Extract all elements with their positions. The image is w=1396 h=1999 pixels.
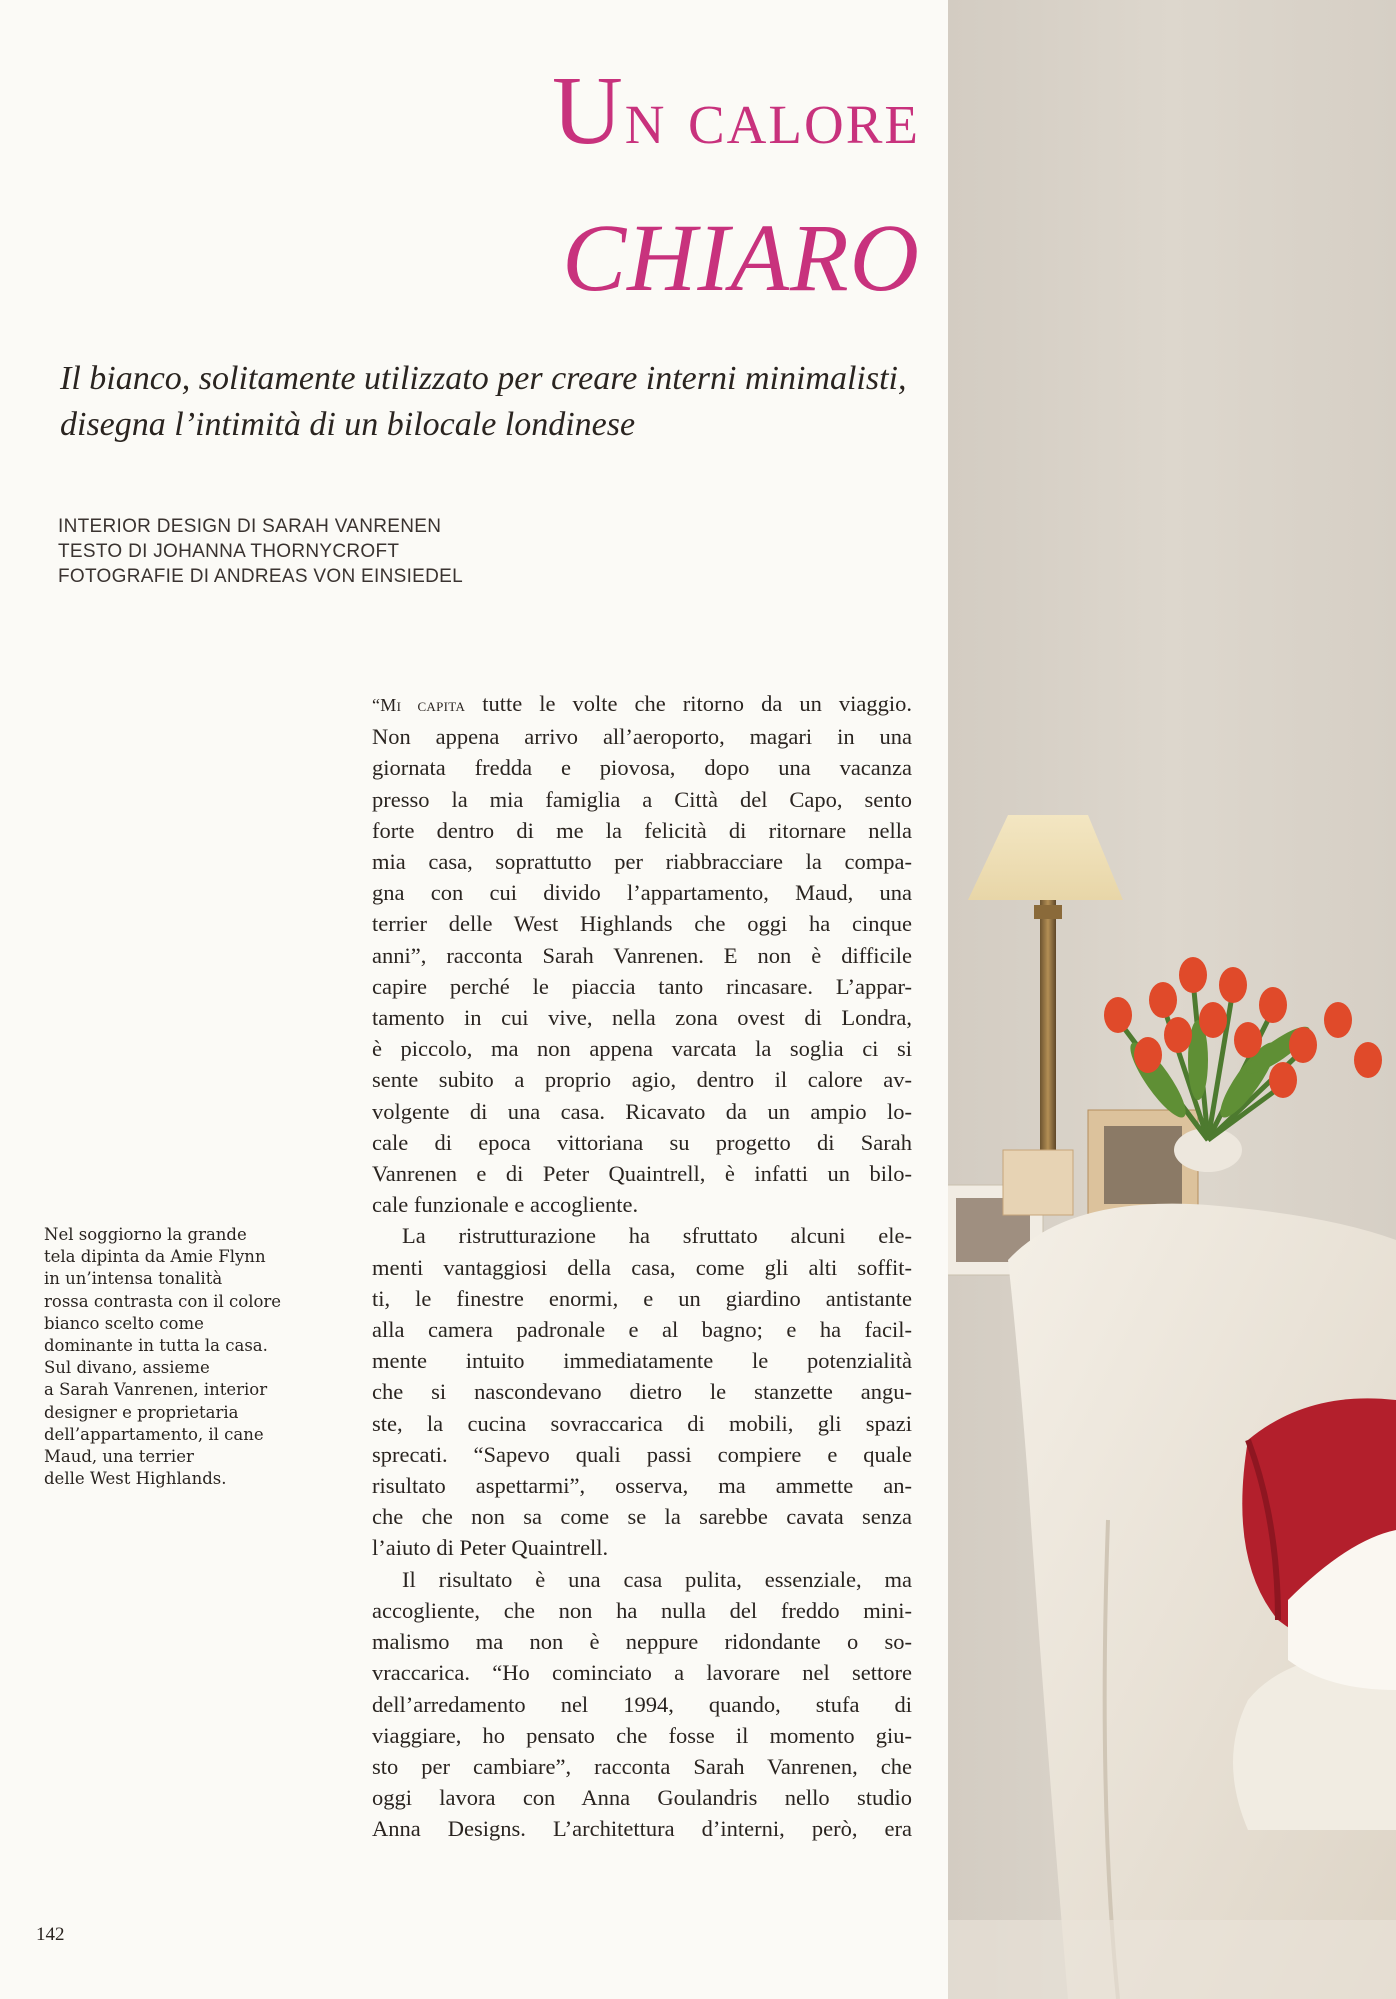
interior-photo-illustration — [948, 0, 1396, 1999]
body-line: dell’arredamento nel 1994, quando, stufa di — [372, 1691, 912, 1717]
article-body — [372, 688, 912, 1845]
floor — [948, 1920, 1396, 1999]
caption-line: Sul divano, assieme — [44, 1358, 210, 1378]
body-line: forte dentro di me la felicità di ritornare nella — [372, 817, 912, 843]
title-line-2: CHIARO — [562, 204, 920, 311]
caption-line: Maud, una terrier — [44, 1447, 194, 1467]
caption-line: a Sarah Vanrenen, interior — [44, 1380, 268, 1400]
body-line: viaggiare, ho pensato che fosse il momento giu- — [372, 1722, 912, 1748]
subtitle-line: disegna l’intimità di un bilocale londinese — [60, 406, 636, 443]
title-initial: U — [551, 57, 625, 165]
photo-caption — [44, 1224, 334, 1490]
title-rest: n calore — [624, 73, 920, 160]
body-line: l’aiuto di Peter Quaintrell. — [372, 1535, 609, 1561]
body-line: che si nascondevano dietro le stanzette angu- — [372, 1379, 912, 1405]
body-line: cale funzionale e accogliente. — [372, 1192, 639, 1218]
body-line: presso la mia famiglia a Città del Capo, sento — [372, 786, 912, 812]
caption-line: tela dipinta da Amie Flynn — [44, 1247, 266, 1267]
caption-line: dell’appartamento, il cane — [44, 1424, 264, 1444]
credits — [58, 514, 578, 589]
body-line: cale di epoca vittoriana su progetto di Sarah — [372, 1129, 912, 1155]
caption-line: Nel soggiorno la grande — [44, 1225, 247, 1244]
caption-line: designer e proprietaria — [44, 1402, 239, 1422]
body-line: mia casa, soprattutto per riabbracciare la compa- — [372, 849, 912, 875]
body-line: anni”, racconta Sarah Vanrenen. E non è difficile — [372, 942, 912, 968]
body-line: sto per cambiare”, racconta Sarah Vanrenen, che — [372, 1753, 912, 1779]
body-line: tamento in cui vive, nella zona ovest di Londra, — [372, 1005, 912, 1031]
body-line: ste, la cucina sovraccarica di mobili, gli spazi — [372, 1410, 912, 1436]
body-line: mente intuito immediatamente le potenzialità — [372, 1348, 912, 1374]
body-line: sente subito a proprio agio, dentro il calore av- — [372, 1067, 912, 1093]
caption-line: rossa contrasta con il colore — [44, 1291, 282, 1311]
body-line: ti, le finestre enormi, e un giardino antistante — [372, 1285, 912, 1311]
body-line: volgente di una casa. Ricavato da un ampio lo- — [372, 1098, 912, 1124]
body-line: accogliente, che non ha nulla del freddo mini- — [372, 1597, 912, 1623]
body-line: vraccarica. “Ho cominciato a lavorare nel settore — [372, 1660, 912, 1686]
body-line: è piccolo, ma non appena varcata la soglia ci si — [372, 1036, 912, 1062]
body-line: gna con cui divido l’appartamento, Maud, una — [372, 880, 912, 906]
page-number: 142 — [36, 1924, 65, 1945]
credit-photo: FOTOGRAFIE DI ANDREAS VON EINSIEDEL — [58, 566, 464, 587]
body-line: La ristrutturazione ha sfruttato alcuni ele- — [402, 1223, 912, 1249]
body-line: Anna Designs. L’architettura d’interni, però, era — [372, 1816, 912, 1842]
body-line: Non appena arrivo all’aeroporto, magari in una — [372, 724, 912, 750]
body-line: terrier delle West Highlands che oggi ha cinque — [372, 911, 912, 937]
subtitle — [60, 356, 920, 448]
body-line: Il risultato è una casa pulita, essenziale, ma — [402, 1566, 912, 1592]
body-line: malismo ma non è neppure ridondante o so- — [372, 1629, 912, 1655]
caption-line: bianco scelto come — [44, 1313, 204, 1333]
body-line: “Mi capita tutte le volte che ritorno da un viaggio. — [372, 691, 913, 716]
body-line: giornata fredda e piovosa, dopo una vacanza — [372, 755, 912, 781]
caption-line: in un’intensa tonalità — [44, 1269, 223, 1289]
lead-in: “Mi capita — [372, 695, 466, 715]
body-line: menti vantaggiosi della casa, come gli alti soffit- — [372, 1254, 912, 1280]
subtitle-line: Il bianco, solitamente utilizzato per creare interni minimalisti, — [60, 360, 907, 397]
body-line: sprecati. “Sapevo quali passi compiere e quale — [372, 1441, 912, 1467]
title-line-1 — [250, 57, 920, 165]
body-line: risultato aspettarmi”, osserva, ma ammette an- — [372, 1473, 912, 1499]
caption-line: delle West Highlands. — [44, 1469, 227, 1489]
credit-text: TESTO DI JOHANNA THORNYCROFT — [58, 541, 400, 562]
caption-line: dominante in tutta la casa. — [44, 1336, 268, 1356]
body-line: capire perché le piaccia tanto rincasare. L’appar- — [372, 973, 912, 999]
body-line: che che non sa come se la sarebbe cavata senza — [372, 1504, 912, 1530]
body-line: Vanrenen e di Peter Quaintrell, è infatti un bilo- — [372, 1161, 912, 1187]
body-line: alla camera padronale e al bagno; e ha facil- — [372, 1317, 912, 1343]
body-line: oggi lavora con Anna Goulandris nello studio — [372, 1785, 912, 1811]
credit-design: INTERIOR DESIGN DI SARAH VANRENEN — [58, 516, 442, 537]
interior-photo — [948, 0, 1396, 1999]
